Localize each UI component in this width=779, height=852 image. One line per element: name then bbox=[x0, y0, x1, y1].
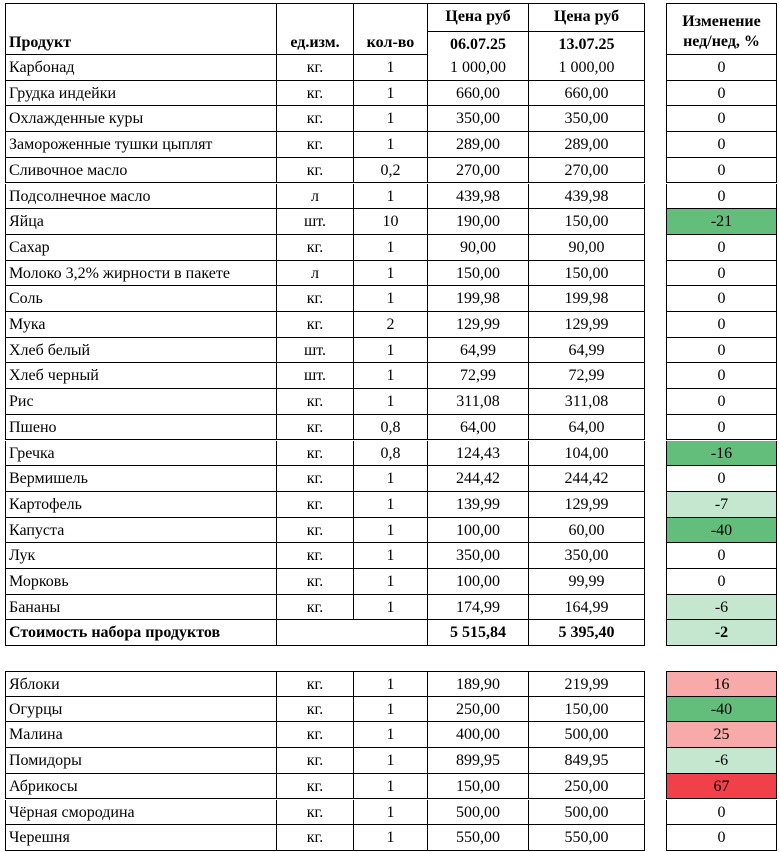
unit-cell: кг. bbox=[277, 697, 354, 723]
unit-cell: кг. bbox=[277, 466, 354, 492]
product-name: Лук bbox=[5, 543, 277, 569]
unit-cell: кг. bbox=[277, 800, 354, 826]
product-name: Подсолнечное масло bbox=[5, 184, 277, 210]
change-cell: 0 bbox=[666, 184, 777, 210]
qty-cell: 0,8 bbox=[354, 441, 428, 467]
price2-cell: 104,00 bbox=[529, 441, 645, 467]
price2-cell: 129,99 bbox=[529, 312, 645, 338]
table-row bbox=[0, 235, 779, 261]
unit-cell: кг. bbox=[277, 55, 354, 81]
price2-cell: 150,00 bbox=[529, 697, 645, 723]
unit-cell: кг. bbox=[277, 235, 354, 261]
price2-cell: 150,00 bbox=[529, 209, 645, 235]
qty-cell: 1 bbox=[354, 671, 428, 697]
change-cell: 0 bbox=[666, 106, 777, 132]
change-cell: -40 bbox=[666, 518, 777, 544]
table-row bbox=[0, 184, 779, 210]
product-name: Яблоки bbox=[5, 671, 277, 697]
unit-cell: кг. bbox=[277, 774, 354, 800]
change-cell: 0 bbox=[666, 569, 777, 595]
price1-cell: 199,98 bbox=[428, 286, 529, 312]
price1-cell: 350,00 bbox=[428, 106, 529, 132]
change-cell: -7 bbox=[666, 492, 777, 518]
qty-cell: 1 bbox=[354, 722, 428, 748]
unit-cell: кг. bbox=[277, 132, 354, 158]
table-row bbox=[0, 106, 779, 132]
price1-cell: 660,00 bbox=[428, 81, 529, 107]
price2-cell: 150,00 bbox=[529, 261, 645, 287]
product-name: Охлажденные куры bbox=[5, 106, 277, 132]
product-name: Огурцы bbox=[5, 697, 277, 723]
header-product-label: Продукт bbox=[9, 34, 72, 51]
unit-cell: кг. bbox=[277, 158, 354, 184]
price1-cell: 150,00 bbox=[428, 774, 529, 800]
price2-cell: 660,00 bbox=[529, 81, 645, 107]
total-row bbox=[0, 620, 779, 646]
unit-cell: кг. bbox=[277, 286, 354, 312]
price1-cell: 244,42 bbox=[428, 466, 529, 492]
price1-cell: 270,00 bbox=[428, 158, 529, 184]
unit-cell: кг. bbox=[277, 722, 354, 748]
product-name: Помидоры bbox=[5, 748, 277, 774]
table-row bbox=[0, 800, 779, 826]
price2-cell: 250,00 bbox=[529, 774, 645, 800]
header-price2 bbox=[529, 3, 645, 55]
price2-cell: 1 000,00 bbox=[529, 55, 645, 81]
price2-cell: 90,00 bbox=[529, 235, 645, 261]
unit-cell: шт. bbox=[277, 338, 354, 364]
unit-cell: кг. bbox=[277, 492, 354, 518]
product-name: Хлеб белый bbox=[5, 338, 277, 364]
product-name: Абрикосы bbox=[5, 774, 277, 800]
header-price1 bbox=[428, 3, 529, 55]
table-row bbox=[0, 389, 779, 415]
change-cell: 67 bbox=[666, 774, 777, 800]
qty-cell: 1 bbox=[354, 261, 428, 287]
change-cell: -6 bbox=[666, 595, 777, 621]
total-price1: 5 515,84 bbox=[428, 620, 529, 646]
change-cell: 0 bbox=[666, 543, 777, 569]
table-row bbox=[0, 543, 779, 569]
total-qty-empty bbox=[354, 620, 428, 646]
price2-cell: 244,42 bbox=[529, 466, 645, 492]
price2-cell: 219,99 bbox=[529, 671, 645, 697]
qty-cell: 1 bbox=[354, 595, 428, 621]
table-row bbox=[0, 569, 779, 595]
price2-cell: 270,00 bbox=[529, 158, 645, 184]
unit-cell: л bbox=[277, 261, 354, 287]
product-name: Гречка bbox=[5, 441, 277, 467]
price1-cell: 139,99 bbox=[428, 492, 529, 518]
product-name: Рис bbox=[5, 389, 277, 415]
change-cell: 0 bbox=[666, 235, 777, 261]
qty-cell: 1 bbox=[354, 466, 428, 492]
price1-cell: 124,43 bbox=[428, 441, 529, 467]
change-cell: 0 bbox=[666, 825, 777, 851]
product-name: Соль bbox=[5, 286, 277, 312]
change-cell: 0 bbox=[666, 55, 777, 81]
change-cell: 16 bbox=[666, 671, 777, 697]
price1-cell: 72,99 bbox=[428, 363, 529, 389]
price1-cell: 500,00 bbox=[428, 800, 529, 826]
change-cell: 0 bbox=[666, 158, 777, 184]
table-row bbox=[0, 671, 779, 697]
change-cell: 0 bbox=[666, 286, 777, 312]
table-row bbox=[0, 518, 779, 544]
change-cell: 0 bbox=[666, 389, 777, 415]
table-row bbox=[0, 81, 779, 107]
unit-cell: кг. bbox=[277, 312, 354, 338]
unit-cell: кг. bbox=[277, 595, 354, 621]
change-cell: 25 bbox=[666, 722, 777, 748]
change-cell: 0 bbox=[666, 800, 777, 826]
unit-cell: кг. bbox=[277, 441, 354, 467]
table-row bbox=[0, 158, 779, 184]
price2-cell: 849,95 bbox=[529, 748, 645, 774]
price1-cell: 439,98 bbox=[428, 184, 529, 210]
unit-cell: шт. bbox=[277, 209, 354, 235]
price2-cell: 439,98 bbox=[529, 184, 645, 210]
total-price2: 5 395,40 bbox=[529, 620, 645, 646]
unit-cell: кг. bbox=[277, 825, 354, 851]
price2-cell: 500,00 bbox=[529, 800, 645, 826]
product-name: Сливочное масло bbox=[5, 158, 277, 184]
qty-cell: 1 bbox=[354, 132, 428, 158]
price2-cell: 350,00 bbox=[529, 543, 645, 569]
table-row bbox=[0, 261, 779, 287]
product-name: Малина bbox=[5, 722, 277, 748]
header-price2-date: 13.07.25 bbox=[529, 31, 644, 55]
qty-cell: 1 bbox=[354, 184, 428, 210]
table-row bbox=[0, 697, 779, 723]
change-cell: -16 bbox=[666, 441, 777, 467]
product-name: Хлеб черный bbox=[5, 363, 277, 389]
header-change-line1: Изменение bbox=[682, 13, 761, 30]
price1-cell: 100,00 bbox=[428, 569, 529, 595]
header-price2-title: Цена руб bbox=[553, 8, 620, 25]
price2-cell: 289,00 bbox=[529, 132, 645, 158]
price2-cell: 550,00 bbox=[529, 825, 645, 851]
qty-cell: 1 bbox=[354, 389, 428, 415]
change-cell: 0 bbox=[666, 312, 777, 338]
qty-cell: 1 bbox=[354, 825, 428, 851]
qty-cell: 1 bbox=[354, 286, 428, 312]
product-name: Пшено bbox=[5, 415, 277, 441]
header-change-line2: нед/нед, % bbox=[683, 33, 760, 50]
product-name: Бананы bbox=[5, 595, 277, 621]
price1-cell: 311,08 bbox=[428, 389, 529, 415]
qty-cell: 1 bbox=[354, 338, 428, 364]
table-row bbox=[0, 338, 779, 364]
price2-cell: 164,99 bbox=[529, 595, 645, 621]
price1-cell: 400,00 bbox=[428, 722, 529, 748]
price1-cell: 64,99 bbox=[428, 338, 529, 364]
price1-cell: 189,90 bbox=[428, 671, 529, 697]
table-row bbox=[0, 825, 779, 851]
price2-cell: 500,00 bbox=[529, 722, 645, 748]
header-qty-label: кол-во bbox=[366, 34, 415, 51]
header-row bbox=[0, 3, 779, 55]
change-cell: 0 bbox=[666, 261, 777, 287]
table-row bbox=[0, 312, 779, 338]
total-change: -2 bbox=[666, 620, 777, 646]
table-row bbox=[0, 363, 779, 389]
table-row bbox=[0, 748, 779, 774]
price2-cell: 64,00 bbox=[529, 415, 645, 441]
table-row bbox=[0, 722, 779, 748]
change-cell: -6 bbox=[666, 748, 777, 774]
table-row bbox=[0, 415, 779, 441]
product-name: Черешня bbox=[5, 825, 277, 851]
price1-cell: 90,00 bbox=[428, 235, 529, 261]
change-cell: -21 bbox=[666, 209, 777, 235]
total-unit-empty bbox=[277, 620, 354, 646]
price1-cell: 250,00 bbox=[428, 697, 529, 723]
product-name: Молоко 3,2% жирности в пакете bbox=[5, 261, 277, 287]
header-price1-date: 06.07.25 bbox=[428, 31, 528, 55]
unit-cell: кг. bbox=[277, 106, 354, 132]
table-row bbox=[0, 441, 779, 467]
price1-cell: 350,00 bbox=[428, 543, 529, 569]
price1-cell: 129,99 bbox=[428, 312, 529, 338]
qty-cell: 10 bbox=[354, 209, 428, 235]
qty-cell: 1 bbox=[354, 81, 428, 107]
qty-cell: 2 bbox=[354, 312, 428, 338]
table-row bbox=[0, 492, 779, 518]
product-name: Замороженные тушки цыплят bbox=[5, 132, 277, 158]
table-row bbox=[0, 55, 779, 81]
price2-cell: 60,00 bbox=[529, 518, 645, 544]
change-cell: 0 bbox=[666, 338, 777, 364]
price1-cell: 899,95 bbox=[428, 748, 529, 774]
unit-cell: кг. bbox=[277, 671, 354, 697]
price1-cell: 190,00 bbox=[428, 209, 529, 235]
unit-cell: шт. bbox=[277, 363, 354, 389]
product-name: Морковь bbox=[5, 569, 277, 595]
price1-cell: 150,00 bbox=[428, 261, 529, 287]
price2-cell: 311,08 bbox=[529, 389, 645, 415]
table-row bbox=[0, 774, 779, 800]
unit-cell: кг. bbox=[277, 569, 354, 595]
unit-cell: кг. bbox=[277, 518, 354, 544]
unit-cell: л bbox=[277, 184, 354, 210]
price2-cell: 199,98 bbox=[529, 286, 645, 312]
product-name: Картофель bbox=[5, 492, 277, 518]
price2-cell: 64,99 bbox=[529, 338, 645, 364]
price1-cell: 64,00 bbox=[428, 415, 529, 441]
table-row bbox=[0, 209, 779, 235]
product-name: Яйца bbox=[5, 209, 277, 235]
unit-cell: кг. bbox=[277, 415, 354, 441]
qty-cell: 1 bbox=[354, 106, 428, 132]
price2-cell: 129,99 bbox=[529, 492, 645, 518]
header-change bbox=[666, 3, 777, 55]
qty-cell: 0,2 bbox=[354, 158, 428, 184]
change-cell: 0 bbox=[666, 132, 777, 158]
price1-cell: 550,00 bbox=[428, 825, 529, 851]
unit-cell: кг. bbox=[277, 543, 354, 569]
header-unit bbox=[277, 3, 354, 55]
qty-cell: 1 bbox=[354, 569, 428, 595]
header-product bbox=[5, 3, 277, 55]
price1-cell: 174,99 bbox=[428, 595, 529, 621]
change-cell: 0 bbox=[666, 415, 777, 441]
product-name: Карбонад bbox=[5, 55, 277, 81]
price2-cell: 72,99 bbox=[529, 363, 645, 389]
qty-cell: 1 bbox=[354, 492, 428, 518]
qty-cell: 1 bbox=[354, 697, 428, 723]
qty-cell: 0,8 bbox=[354, 415, 428, 441]
qty-cell: 1 bbox=[354, 748, 428, 774]
table-row bbox=[0, 286, 779, 312]
header-unit-label: ед.изм. bbox=[290, 34, 340, 51]
price2-cell: 350,00 bbox=[529, 106, 645, 132]
qty-cell: 1 bbox=[354, 774, 428, 800]
qty-cell: 1 bbox=[354, 543, 428, 569]
qty-cell: 1 bbox=[354, 235, 428, 261]
header-qty bbox=[354, 3, 428, 55]
product-name: Вермишель bbox=[5, 466, 277, 492]
table-row bbox=[0, 466, 779, 492]
product-name: Грудка индейки bbox=[5, 81, 277, 107]
price1-cell: 100,00 bbox=[428, 518, 529, 544]
price2-cell: 99,99 bbox=[529, 569, 645, 595]
table-row bbox=[0, 595, 779, 621]
product-name: Капуста bbox=[5, 518, 277, 544]
table-row bbox=[0, 132, 779, 158]
price1-cell: 289,00 bbox=[428, 132, 529, 158]
product-name: Сахар bbox=[5, 235, 277, 261]
product-name: Чёрная смородина bbox=[5, 800, 277, 826]
qty-cell: 1 bbox=[354, 363, 428, 389]
qty-cell: 1 bbox=[354, 800, 428, 826]
unit-cell: кг. bbox=[277, 389, 354, 415]
unit-cell: кг. bbox=[277, 81, 354, 107]
unit-cell: кг. bbox=[277, 748, 354, 774]
price1-cell: 1 000,00 bbox=[428, 55, 529, 81]
change-cell: 0 bbox=[666, 466, 777, 492]
product-name: Мука bbox=[5, 312, 277, 338]
header-price1-title: Цена руб bbox=[445, 8, 511, 25]
total-label: Стоимость набора продуктов bbox=[5, 620, 277, 646]
qty-cell: 1 bbox=[354, 518, 428, 544]
change-cell: 0 bbox=[666, 363, 777, 389]
change-cell: 0 bbox=[666, 81, 777, 107]
change-cell: -40 bbox=[666, 697, 777, 723]
qty-cell: 1 bbox=[354, 55, 428, 81]
